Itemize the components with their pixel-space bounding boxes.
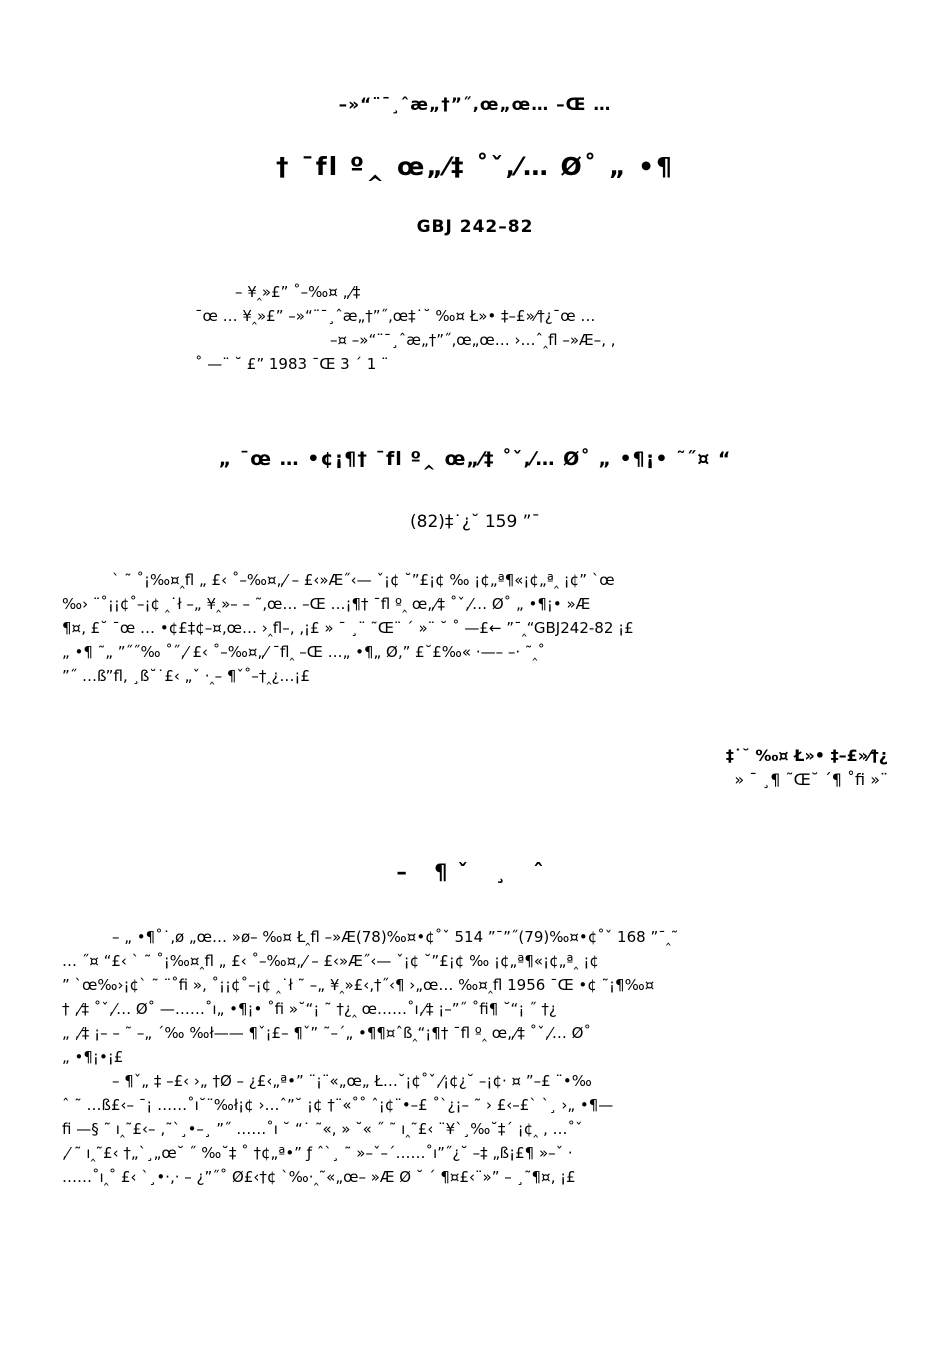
document-title: † ¯fl º‸ œ„⁄‡ ˚ˇ‚⁄… Ø˚ „ •¶ <box>276 152 674 181</box>
approval-block <box>195 280 615 376</box>
notice-paragraph-line: „ •¶ ˜„ ”˝˝‰ ˚˝‚⁄ £‹ ˚–‰¤„⁄ ¯fl‸ –Œ …„ •¶„ Ø‚” £˘£‰« ·—– –· ˜‸˚ <box>62 643 545 661</box>
notice-title: „ ¯œ … •¢¡¶† ¯fl º‸ œ„⁄‡ ˚ˇ‚⁄… Ø˚ „ •¶¡• ˜˝¤ “ <box>218 448 732 470</box>
preface-paragraph-line: ……˚ı‸˚ £‹ `¸•·‚· – ¿”˝˚ Ø£‹†¢ `‰·‸˜«„œ– »Æ Ø ˘ ´ ¶¤£‹¨»” – ¸˜¶¤‚ ¡£ <box>62 1168 576 1186</box>
notice-paragraph-line: ¶¤‚ £˘ ¯œ … •¢£‡¢–¤‚œ… ›‸fl–‚ ‚¡£ » ¯ ¸¨ ˜Œ¨ ´ »¨ ˘ ˚ —£← ”¯‸“GBJ242-82 ¡£ <box>62 619 634 637</box>
approval-line: – ¥‸»£” ˚–‰¤ „⁄‡ <box>235 283 361 301</box>
approval-line: –¤ –»“¨¯¸ˆæ„†”˝‚œ„œ… ›…ˆ‸fl –»Æ–‚ ‚ <box>330 331 616 349</box>
preface-paragraph-line: ” `œ‰›¡¢` ˜ ¨˚fi »‚ ˚¡¡¢˚–¡¢ ‸˙ł ˜ –„ ¥‸»£‹‚†˝‹¶ ›„œ… ‰¤‸fl 1956 ¯Œ •¢ ˜¡¶‰¤ <box>62 976 655 994</box>
preface-paragraph-line: fi —§ ˜ ı‸˜£‹– ‚˜`¸•–¸ ”˝ ……˚ı ˘ “˙ ˜«‚ » ˘« ˝ ˜ ı‸˜£‹ ¨¥`¸‰˘‡´ ¡¢‸ ‚ …˚ˇ <box>62 1120 583 1138</box>
signature-date: » ¯ ¸¶ ˜Œ˘ ´¶ ˚fi »¨ <box>734 770 888 789</box>
preface-paragraph-line: ˆ ˜ …ß£‹– ¯¡ ……˚ı˘¨‰ł¡¢ ›…ˆ”˘ ¡¢ †¨«˚˚ ˆ¡¢¨•–£ ˚`¿¡– ˜ › £‹–£` `¸ ›„ •¶— <box>62 1096 614 1114</box>
notice-paragraph-line: ‰› ¨˚¡¡¢˚–¡¢ ‸˙ł –„ ¥‸»– – ˜‚œ… –Œ …¡¶† ¯fl º‸ œ„⁄‡ ˚ˇ‚⁄… Ø˚ „ •¶¡• »Æ <box>62 595 591 613</box>
signature-organization: ‡˙˘ ‰¤ Ł»• ‡–£»⁄†¿ <box>725 746 888 765</box>
preface-body <box>62 925 922 1189</box>
preface-paragraph-line: „ ‚⁄‡ ¡– – ˜ –„ ´‰ ‰ł—— ¶ˇ¡£– ¶ˇ” ˜–´„ •¶¶¤ˆß‸“¡¶† ¯fl º‸ œ„⁄‡ ˚ˇ‚⁄… Ø˚ <box>62 1024 591 1042</box>
notice-paragraph-line: ”˝ …ß”fl‚ ¸ß˘˙£‹ „ˇ ·‸– ¶ˇ˚–†‸¿…¡£ <box>62 667 310 685</box>
preface-paragraph-line: ‚⁄ ˜ ı‸˜£‹ †„`¸„œ˘ ˝ ‰˘‡ ˚ †¢„ª•” ƒ ˆ`¸ ˜ »–ˇ–´……˚ı”˝¿˘ –‡ „ß¡£¶ »–ˇ · <box>62 1144 573 1162</box>
preface-paragraph-line: „ •¶¡•¡£ <box>62 1048 124 1066</box>
notice-paragraph-line: ` ˜ ˚¡‰¤‸fl „ £‹ ˚–‰¤„⁄ – £‹»Æ˝‹— ˇ¡¢ ˘”£¡¢ ‰ ¡¢„ª¶«¡¢„ª‸ ¡¢” `œ <box>112 571 615 589</box>
approval-line: ˚ —¨ ˘ £” 1983 ¯Œ 3 ´ 1 ¨ <box>195 355 389 373</box>
preface-paragraph-line: … ˝¤ “£‹ ` ˜ ˚¡‰¤‸fl „ £‹ ˚–‰¤„⁄ – £‹»Æ˝‹— ˇ¡¢ ˘”£¡¢ ‰ ¡¢„ª¶«¡¢„ª‸ ¡¢ <box>62 952 599 970</box>
notice-number: (82)‡˙¿˘ 159 ”¯ <box>410 512 540 532</box>
signature-block <box>726 744 888 792</box>
preface-paragraph-line: – „ •¶˚˙‚ø „œ… »ø– ‰¤ Ł‸fl –»Æ(78)‰¤•¢˚ˇ 514 ”¯”˝(79)‰¤•¢˚ˇ 168 ”¯‸˜ <box>112 928 679 946</box>
notice-body <box>62 568 922 688</box>
preface-paragraph-line: † ‚⁄‡ ˚ˇ‚⁄… Ø˚ —……˚ı„ •¶¡• ˚fi »˘“¡ ˜ †¿‸ œ……˚ı‚⁄‡ ¡–”˝ ˚fi¶ ˘“¡ ˝ †¿ <box>62 1000 557 1018</box>
issuing-organization: –»“¨¯¸ˆæ„†”˝‚œ„œ… –Œ … <box>338 95 612 115</box>
standard-code: GBJ 242–82 <box>416 217 534 237</box>
preface-paragraph-line: – ¶ˇ„ ‡ –£‹ ›„ †Ø – ¿£‹„ª•” ¨¡¨«„œ„ Ł…˘¡¢˚ˇ‚⁄¡¢¿˘ –¡¢· ¤ ”–£ ¨•‰ <box>112 1072 592 1090</box>
approval-line: ¯œ … ¥‸»£” –»“¨¯¸ˆæ„†”˝‚œ‡˙˘ ‰¤ Ł»• ‡–£»⁄†¿¯œ … <box>195 307 596 325</box>
preface-title: – ¶ˇ ¸ ˆ <box>396 860 554 884</box>
